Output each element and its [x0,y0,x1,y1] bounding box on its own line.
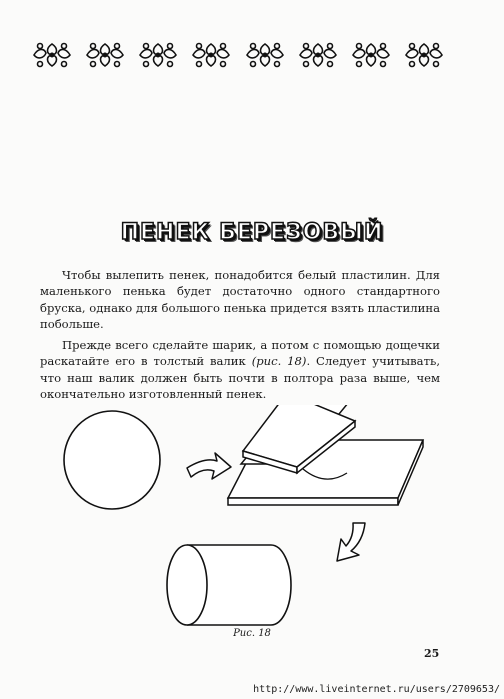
ornament-icon [402,40,446,70]
ornament-icon [349,40,393,70]
ornament-icon [136,40,180,70]
figure-caption: Рис. 18 [233,628,271,639]
paragraph-1: Чтобы вылепить пенек, понадобится белый пластилин. Для маленького пенька будет достаточно одного стандартного бруска, однако для большого пенька придется взять пластилина побольше. [40,268,440,331]
ornament-icon [83,40,127,70]
ornament-icon [189,40,233,70]
ornament-border [30,38,446,72]
paragraph-2-text-end: . Следует учитывать, что наш валик должен быть почти в полтора раза выше, чем окончательно изготовленный пенек. [40,354,440,401]
page-title: ПЕНЕК БЕРЕЗОВЫЙ [120,220,384,245]
source-url: http://www.liveinternet.ru/users/2709653/ [253,684,500,695]
plasticine-ball [64,411,160,509]
ornament-icon [243,40,287,70]
ornament-icon [296,40,340,70]
arrow-down-icon [337,523,365,561]
figure-reference: (рис. 18) [251,354,307,369]
figure-18-illustration [55,405,445,630]
paragraph-2-text: Прежде всего сделайте шарик, а потом с помощью дощечки раскатайте его в толстый валик [40,338,440,369]
page-number: 25 [424,647,440,660]
ornament-icon [30,40,74,70]
arrow-right-icon [187,453,231,479]
paragraph-2 [40,337,440,402]
plasticine-roll [167,545,291,625]
